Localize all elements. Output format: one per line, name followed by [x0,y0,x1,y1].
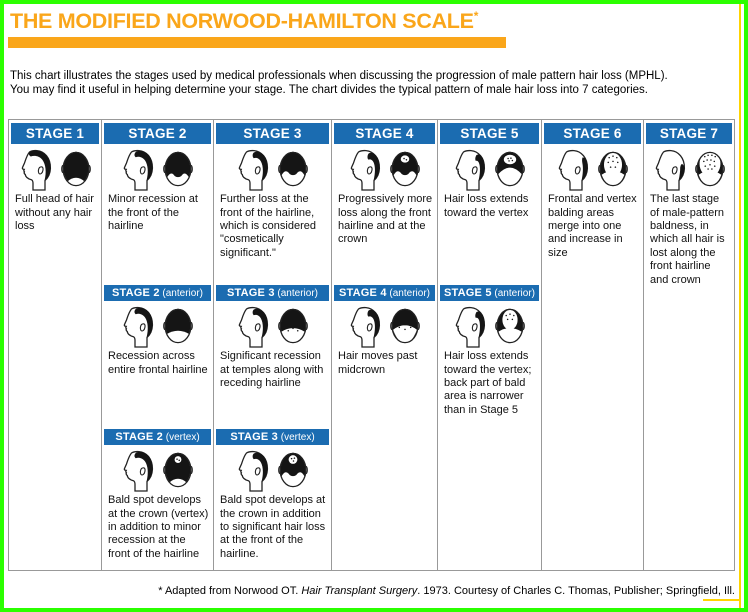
stage-description: Bald spot develops at the crown (vertex) in addition to minor recession at the front of the hairline [108,494,209,560]
head-side-stage2-anterior-icon [118,304,158,348]
head-side-stage2-icon [118,147,158,191]
stage-subheader [216,429,329,445]
stage-6-main-cell [542,120,643,285]
stage-description: Recession across entire frontal hairline [108,350,208,376]
stage-4-vertex-cell [332,429,437,570]
stage-column-2 [101,120,213,570]
head-side-stage7-icon [650,147,690,191]
stage-description: Minor recession at the front of the hairline [108,193,198,232]
stage-column-5 [437,120,541,570]
head-icons [9,147,101,191]
stage-2-main-cell [102,120,213,285]
stage-3-anterior-cell [214,285,331,429]
head-top-stage2-anterior-icon [159,304,197,348]
stage-header: STAGE 5 [440,123,539,144]
stage-header: STAGE 3 [216,123,329,144]
stage-subheader-note: (anterior) [274,288,318,300]
title-underline-bar [8,37,506,48]
stage-description: Bald spot develops at the crown in addition to significant hair loss at the front of the hairline. [220,494,326,560]
stage-subheader [334,285,435,301]
stage-subheader-label: STAGE 5 [443,287,492,300]
head-top-stage1-icon [57,147,95,191]
head-top-stage7-icon [691,147,729,191]
yellow-rule-bottom [703,599,741,601]
head-icons [438,304,541,348]
yellow-rule-right [739,4,741,608]
stage-subheader-note: (anterior) [159,288,203,300]
stage-5-vertex-cell [438,429,541,570]
stage-subheader-label: STAGE 3 [230,431,278,444]
stage-subheader-label: STAGE 3 [226,287,275,300]
stage-1-anterior-cell [9,285,101,429]
head-icons [332,147,437,191]
stage-3-main-cell [214,120,331,285]
stage-5-anterior-cell [438,285,541,429]
head-icons [214,448,331,492]
stage-7-main-cell [644,120,734,285]
footnote-prefix: * Adapted from Norwood OT. [158,585,302,598]
head-top-stage5-icon [491,147,529,191]
stage-description: Hair loss extends toward the vertex; back part of bald area is narrower than in Stage 5 [444,350,532,416]
head-icons [214,147,331,191]
head-side-stage2-vertex-icon [118,448,158,492]
norwood-scale-table [8,119,735,571]
footnote-suffix: . 1973. Courtesy of Charles C. Thomas, Publisher; Springfield, Ill. [417,585,735,598]
intro-line-2: You may find it useful in helping determine your stage. The chart divides the typical pattern of male hair loss into 7 categories. [10,84,648,97]
stage-subheader-label: STAGE 2 [115,431,163,444]
stage-4-anterior-cell [332,285,437,429]
head-top-stage6-icon [594,147,632,191]
head-top-stage4-anterior-icon [386,304,424,348]
stage-subheader-note: (anterior) [386,288,430,300]
footnote [8,585,737,597]
stage-description: Full head of hair without any hair loss [15,193,94,232]
stage-column-7 [643,120,734,570]
head-side-stage4-anterior-icon [345,304,385,348]
stage-description: Progressively more loss along the front hairline and at the crown [338,193,433,246]
head-icons [102,304,213,348]
head-side-stage6-icon [553,147,593,191]
stage-header: STAGE 6 [544,123,641,144]
stage-2-vertex-cell [102,429,213,570]
stage-description: Hair moves past midcrown [338,350,418,376]
head-top-stage5-anterior-icon [491,304,529,348]
stage-subheader-note: (vertex) [162,432,200,444]
stage-subheader [440,285,539,301]
stage-6-anterior-cell [542,285,643,429]
stage-7-vertex-cell [644,429,734,570]
page-title [10,9,744,34]
head-icons [214,304,331,348]
head-side-stage4-icon [345,147,385,191]
stage-6-vertex-cell [542,429,643,570]
stage-description: The last stage of male-pattern baldness, in which all hair is lost along the front hairline and crown [650,193,725,286]
head-icons [438,147,541,191]
head-side-stage3-icon [233,147,273,191]
head-icons [644,147,734,191]
intro-text [10,69,744,97]
stage-subheader-label: STAGE 4 [338,287,387,300]
stage-header: STAGE 4 [334,123,435,144]
stage-column-6 [541,120,643,570]
stage-4-main-cell [332,120,437,285]
stage-2-anterior-cell [102,285,213,429]
stage-subheader [216,285,329,301]
head-side-stage3-anterior-icon [233,304,273,348]
footnote-book-title: Hair Transplant Surgery [301,585,418,598]
stage-subheader-note: (vertex) [277,432,315,444]
page-title-asterisk: * [473,9,479,23]
stage-column-4 [331,120,437,570]
head-top-stage2-icon [159,147,197,191]
stage-description: Significant recession at temples along with receding hairline [220,350,324,389]
stage-5-main-cell [438,120,541,285]
stage-subheader-note: (anterior) [491,288,535,300]
head-top-stage3-anterior-icon [274,304,312,348]
head-icons [102,448,213,492]
stage-1-vertex-cell [9,429,101,570]
head-icons [102,147,213,191]
head-side-stage5-icon [450,147,490,191]
intro-line-1: This chart illustrates the stages used by medical professionals when discussing the progression of male pattern hair loss (MPHL). [10,70,668,83]
head-icons [542,147,643,191]
stage-7-anterior-cell [644,285,734,429]
head-side-stage1-icon [16,147,56,191]
stage-column-1 [9,120,101,570]
head-top-stage3-vertex-icon [274,448,312,492]
stage-description: Hair loss extends toward the vertex [444,193,529,219]
head-top-stage4-icon [386,147,424,191]
stage-header: STAGE 1 [11,123,99,144]
stage-subheader [104,285,211,301]
stage-subheader-label: STAGE 2 [111,287,160,300]
stage-3-vertex-cell [214,429,331,570]
head-icons [332,304,437,348]
head-side-stage5-anterior-icon [450,304,490,348]
stage-subheader [104,429,211,445]
page-title-text: THE MODIFIED NORWOOD-HAMILTON SCALE [10,9,474,34]
stage-header: STAGE 7 [646,123,732,144]
stage-1-main-cell [9,120,101,285]
stage-column-3 [213,120,331,570]
stage-description: Frontal and vertex balding areas merge into one and increase in size [548,193,637,259]
head-side-stage3-vertex-icon [233,448,273,492]
stage-header: STAGE 2 [104,123,211,144]
stage-description: Further loss at the front of the hairline, which is considered "cosmetically significant." [220,193,316,259]
head-top-stage2-vertex-icon [159,448,197,492]
head-top-stage3-icon [274,147,312,191]
